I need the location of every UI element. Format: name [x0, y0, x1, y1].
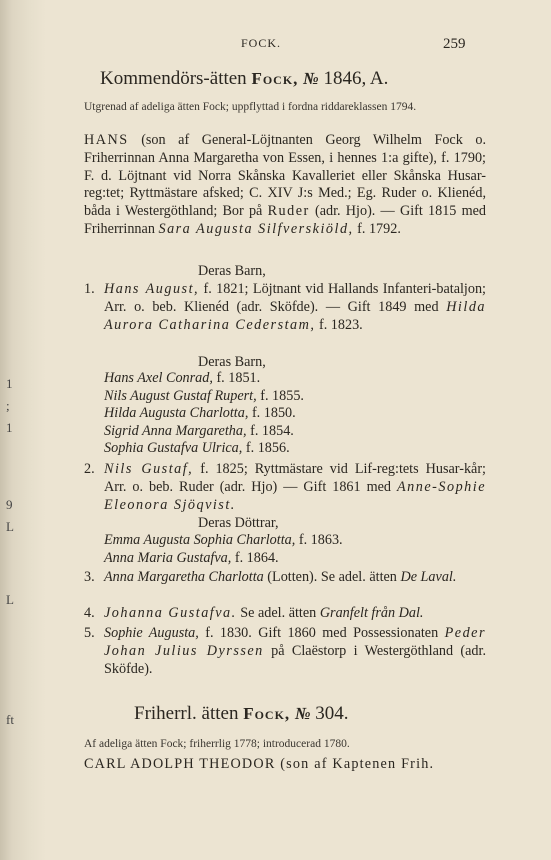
list-item [104, 550, 343, 568]
gutter-mark: L [6, 592, 14, 607]
child-text: Se adel. ätten [240, 605, 317, 621]
daughter-year: f. 1864. [234, 549, 279, 566]
hans-text-3: f. 1792. [357, 220, 401, 237]
gutter-mark: L [6, 519, 14, 534]
grandchild-year: f. 1850. [251, 405, 296, 422]
gutter-mark: ; [6, 398, 10, 413]
hans-name: HANS [84, 132, 129, 148]
number-sign: № [294, 704, 311, 723]
child-name: Johanna Gustafva. [104, 605, 237, 621]
list-item [104, 370, 304, 388]
child-text-2: på Claëstorp i Westergöthland (adr. Sköfde). [104, 642, 487, 677]
section-title-family: Fock, [243, 704, 291, 723]
child-number: 4. [84, 605, 95, 621]
child-text: f. 1830. Gift 1860 med Possessionaten [205, 625, 439, 641]
daughters-heading: Deras Döttrar, [198, 515, 279, 531]
child-text-2: f. 1823. [318, 316, 363, 333]
grandchild-year: f. 1855. [260, 387, 304, 404]
section-title-kommendor [100, 68, 388, 90]
gutter-mark: 1 [6, 420, 13, 435]
child-spouse: Anne-Sophie Eleonora Sjöqvist. [104, 478, 486, 513]
section-title-number: 304. [315, 703, 349, 724]
daughter-year: f. 1863. [298, 532, 343, 548]
book-page [48, 0, 544, 860]
daughter-name: Emma Augusta Sophia Charlotta, [104, 532, 296, 548]
grandchild-name: Sophia Gustafva Ulrica, [104, 440, 243, 457]
child-spouse: Hilda Aurora Catharina Cederstam, [104, 298, 487, 333]
child-name: Sophie Augusta, [104, 625, 199, 641]
section-title-family: Fock, [251, 69, 299, 88]
children-heading: Deras Barn, [198, 263, 266, 279]
section-note: Af adeliga ätten Fock; friherrlig 1778; introducerad 1780. [84, 738, 350, 750]
section-title-pre: Kommendörs-ätten [100, 68, 247, 89]
page-number: 259 [443, 36, 466, 52]
hans-estate: Ruder [267, 203, 310, 220]
child-text: f. 1821; Löjtnant vid Hallands Infanteri-bataljon; Arr. o. beb. Klienéd (adr. Sköfde). — Gift 1849 med [104, 281, 487, 315]
gutter-mark: ft [6, 712, 14, 727]
gutter-mark: 9 [6, 497, 13, 512]
grandchildren-heading: Deras Barn, [198, 354, 266, 370]
child-entry-2 [84, 461, 486, 514]
grandchild-year: f. 1854. [250, 422, 294, 439]
daughters-list [104, 532, 343, 567]
carl-entry-first-line: CARL ADOLPH THEODOR (son af Kaptenen Frih. [84, 756, 435, 772]
grandchild-name: Nils August Gustaf Rupert, [104, 387, 257, 404]
list-item [104, 423, 304, 441]
hans-text: (son af General-Löjtnanten Georg Wilhelm Fock o. Friherrinnan Anna Margaretha von Essen, i hennes 1:a gifte), f. 1790; F. d. Löjtnant vid Norra Skånska Kavalleriet eller Skånska Husar-reg:tet; Ryttmästare afsked; C. XIV J:s Med.; Eg. Ruder o. Klienéd, båda i Westergöthland; Bor på [84, 132, 486, 220]
section-title-number: 1846, A. [323, 68, 389, 89]
cross-reference: De Laval. [400, 569, 457, 585]
list-item [104, 532, 343, 550]
grandchild-name: Hilda Augusta Charlotta, [104, 405, 249, 422]
cross-reference: Granfelt från Dal. [319, 605, 424, 621]
running-head-title: FOCK. [241, 36, 282, 50]
child-name: Nils Gustaf, [104, 461, 194, 477]
child-text: (Lotten). Se adel. ätten [267, 569, 397, 585]
child-number: 3. [84, 569, 95, 585]
child-name: Anna Margaretha Charlotta [104, 569, 264, 585]
child-entry-1 [84, 281, 486, 334]
child-name: Hans August, [104, 281, 200, 297]
grandchild-year: f. 1856. [245, 440, 290, 457]
list-item [104, 405, 304, 423]
section-title-pre: Friherrl. ätten [134, 703, 239, 724]
hans-text-2: (adr. Hjo). — Gift 1815 med Friherrinnan [84, 203, 487, 237]
child-text: f. 1825; Ryttmästare vid Lif-reg:tets Husar-kår; Arr. o. beb. Ruder (adr. Hjo) — Gift 1861 med [104, 461, 486, 495]
child-number: 5. [84, 625, 95, 641]
child-entry-4 [84, 605, 486, 623]
gutter-mark: 1 [6, 376, 13, 391]
section-title-friherrl [134, 703, 349, 725]
list-item [104, 388, 304, 406]
child-number: 1. [84, 281, 95, 297]
grandchildren-list [104, 370, 304, 458]
grandchild-name: Hans Axel Conrad, [104, 370, 213, 386]
child-number: 2. [84, 461, 95, 477]
child-spouse: Peder Johan Julius Dyrssen [104, 625, 486, 659]
child-entry-3 [84, 569, 486, 587]
number-sign: № [303, 69, 319, 88]
hans-entry [84, 132, 486, 239]
list-item [104, 440, 304, 458]
grandchild-name: Sigrid Anna Margaretha, [104, 422, 247, 439]
hans-wife: Sara Augusta Silfverskiöld, [158, 220, 354, 237]
grandchild-year: f. 1851. [216, 370, 261, 386]
daughter-name: Anna Maria Gustafva, [104, 549, 232, 566]
section-note: Utgrenad af adeliga ätten Fock; uppflyttad i fordna riddareklassen 1794. [84, 101, 417, 113]
child-entry-5 [84, 625, 486, 678]
book-gutter [0, 0, 46, 860]
